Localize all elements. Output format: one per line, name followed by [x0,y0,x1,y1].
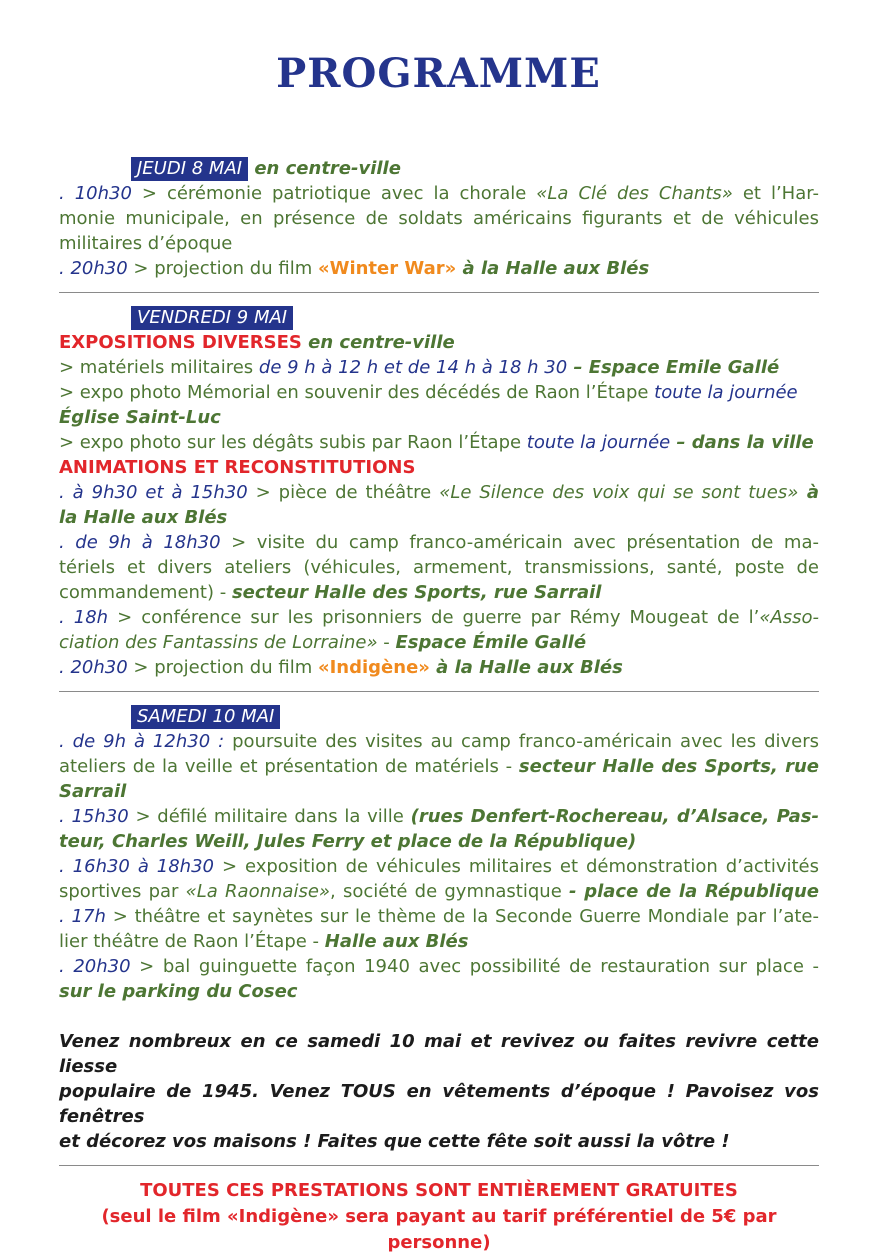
event-line: Église Saint-Luc [59,407,221,428]
event-line: lier théâtre de Raon l’Étape - Halle aux Blés [59,931,469,952]
day-header-vendredi [59,305,819,330]
day-header-samedi [59,704,819,729]
event-line: sportives par «La Raonnaise», société de gymnastique - place de la République [59,881,819,902]
price-notice: (seul le film «Indigène» sera payant au tarif préférentiel de 5€ par personne) [101,1206,777,1253]
day-badge: JEUDI 8 MAI [131,157,248,181]
programme-content [59,156,819,1256]
event-line: . 20h30 > bal guinguette façon 1940 avec possibilité de restauration sur place - [59,956,819,977]
closing-message-line: et décorez vos maisons ! Faites que cette fête soit aussi la vôtre ! [59,1131,730,1152]
section-heading-expositions: EXPOSITIONS DIVERSES en centre-ville [59,332,455,353]
section-heading-animations: ANIMATIONS ET RECONSTITUTIONS [59,457,416,478]
day-badge: VENDREDI 9 MAI [131,306,293,330]
event-line: tériels et divers ateliers (véhicules, armement, transmissions, santé, poste de [59,557,819,578]
event-line: . 16h30 à 18h30 > exposition de véhicules militaires et démonstration d’activités [59,856,819,877]
event-line: . 20h30 > projection du film «Indigène» à la Halle aux Blés [59,657,623,678]
closing-message-line: Venez nombreux en ce samedi 10 mai et revivez ou faites revivre cette liesse [59,1031,819,1077]
event-line: ciation des Fantassins de Lorraine» - Espace Émile Gallé [59,632,587,653]
event-line: . 10h30 > cérémonie patriotique avec la chorale «La Clé des Chants» et l’Har- [59,183,819,204]
event-line: > expo photo Mémorial en souvenir des décédés de Raon l’Étape toute la journée [59,382,798,403]
day-badge: SAMEDI 10 MAI [131,705,280,729]
section-divider [59,292,819,293]
closing-message-line: populaire de 1945. Venez TOUS en vêtements d’époque ! Pavoisez vos fenêtres [59,1081,819,1127]
event-line: militaires d’époque [59,233,233,254]
day-header-jeudi: JEUDI 8 MAI en centre-ville [59,156,819,181]
event-line: > expo photo sur les dégâts subis par Raon l’Étape toute la journée – dans la ville [59,432,814,453]
section-divider [59,1165,819,1166]
event-line: . de 9h à 18h30 > visite du camp franco-américain avec présentation de ma- [59,532,819,553]
event-line: . à 9h30 et à 15h30 > pièce de théâtre «Le Silence des voix qui se sont tues» à [59,482,819,503]
event-line: ateliers de la veille et présentation de matériels - secteur Halle des Sports, rue [59,756,819,777]
event-line: > matériels militaires de 9 h à 12 h et de 14 h à 18 h 30 – Espace Emile Gallé [59,357,780,378]
event-line: monie municipale, en présence de soldats américains figurants et de véhicules [59,208,819,229]
event-line: Sarrail [59,781,127,802]
event-line: la Halle aux Blés [59,507,228,528]
event-line: . 15h30 > défilé militaire dans la ville (rues Denfert-Rochereau, d’Alsace, Pas- [59,806,819,827]
event-line: . 18h > conférence sur les prisonniers de guerre par Rémy Mougeat de l’«Asso- [59,607,819,628]
event-line: commandement) - secteur Halle des Sports, rue Sarrail [59,582,602,603]
event-line: . 20h30 > projection du film «Winter War» à la Halle aux Blés [59,258,650,279]
free-notice: TOUTES CES PRESTATIONS SONT ENTIÈREMENT GRATUITES [140,1180,738,1201]
section-divider [59,691,819,692]
page-title: PROGRAMME [276,50,601,97]
event-line: . de 9h à 12h30 : poursuite des visites au camp franco-américain avec les divers [59,731,819,752]
event-line: teur, Charles Weill, Jules Ferry et place de la République) [59,831,637,852]
event-line: sur le parking du Cosec [59,981,298,1002]
event-line: . 17h > théâtre et saynètes sur le thème de la Seconde Guerre Mondiale par l’ate- [59,906,819,927]
